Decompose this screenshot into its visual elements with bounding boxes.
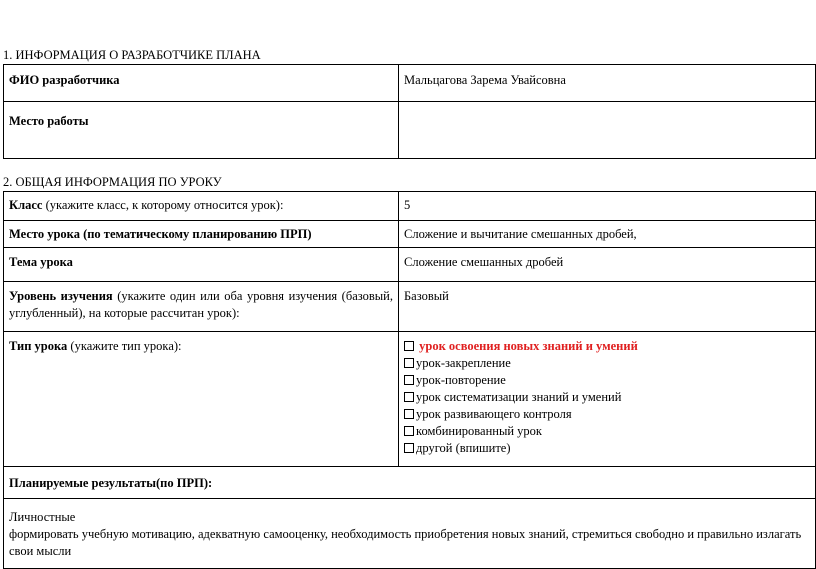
checkbox-icon[interactable] [404,426,414,436]
lesson-type-option[interactable]: урок развивающего контроля [404,406,810,423]
table-row [4,221,816,248]
lesson-type-label-rest: (укажите тип урока): [67,339,182,353]
class-label [4,192,399,221]
lesson-type-option[interactable]: другой (впишите) [404,440,810,457]
developer-info-table [3,64,816,159]
class-value: 5 [399,192,816,221]
table-row [4,192,816,221]
section-1-title: 1. ИНФОРМАЦИЯ О РАЗРАБОТЧИКЕ ПЛАНА [3,48,261,62]
checkbox-icon[interactable] [404,358,414,368]
lesson-topic-label: Тема урока [4,248,399,282]
personal-results-cell [4,499,816,569]
checkbox-icon[interactable] [404,392,414,402]
personal-results-heading: Личностные [9,510,76,524]
checkbox-icon[interactable] [404,443,414,453]
table-row [4,332,816,467]
lesson-type-label-bold: Тип урока [9,339,68,353]
table-row [4,102,816,159]
developer-name-label: ФИО разработчика [4,65,399,102]
lesson-type-option[interactable]: урок систематизации знаний и умений [404,389,810,406]
workplace-label: Место работы [4,102,399,159]
study-level-label [4,282,399,332]
lesson-type-option[interactable]: комбинированный урок [404,423,810,440]
study-level-label-bold: Уровень изучения [9,289,113,303]
workplace-value [399,102,816,159]
lesson-type-option[interactable]: урок освоения новых знаний и умений [404,338,810,355]
lesson-place-label: Место урока (по тематическому планированию ПРП) [4,221,399,248]
table-row [4,467,816,499]
lesson-place-value: Сложение и вычитание смешанных дробей, [399,221,816,248]
lesson-type-options [399,332,816,467]
developer-name-value: Мальцагова Зарема Увайсовна [399,65,816,102]
lesson-info-table [3,191,816,569]
study-level-label-rest: (укажите один или оба уровня изучения (базовый, углубленный), на которые рассчитан урок): [9,289,393,320]
section-2-title: 2. ОБЩАЯ ИНФОРМАЦИЯ ПО УРОКУ [3,175,222,189]
lesson-type-option[interactable]: урок-повторение [404,372,810,389]
table-row [4,282,816,332]
class-label-rest: (укажите класс, к которому относится урок): [42,198,284,212]
lesson-topic-value: Сложение смешанных дробей [399,248,816,282]
lesson-type-label [4,332,399,467]
checkbox-icon[interactable] [404,375,414,385]
table-row [4,65,816,102]
class-label-bold: Класс [9,198,43,212]
checkbox-icon[interactable] [404,409,414,419]
table-row [4,248,816,282]
study-level-value: Базовый [399,282,816,332]
personal-results-text: формировать учебную мотивацию, адекватную самооценку, необходимость приобретения новых знаний, стремиться свободно и правильно излагать свои мысли [9,527,802,558]
table-row [4,499,816,569]
planned-results-header: Планируемые результаты(по ПРП): [4,467,816,499]
lesson-type-option[interactable]: урок-закрепление [404,355,810,372]
checkbox-icon[interactable] [404,341,414,351]
